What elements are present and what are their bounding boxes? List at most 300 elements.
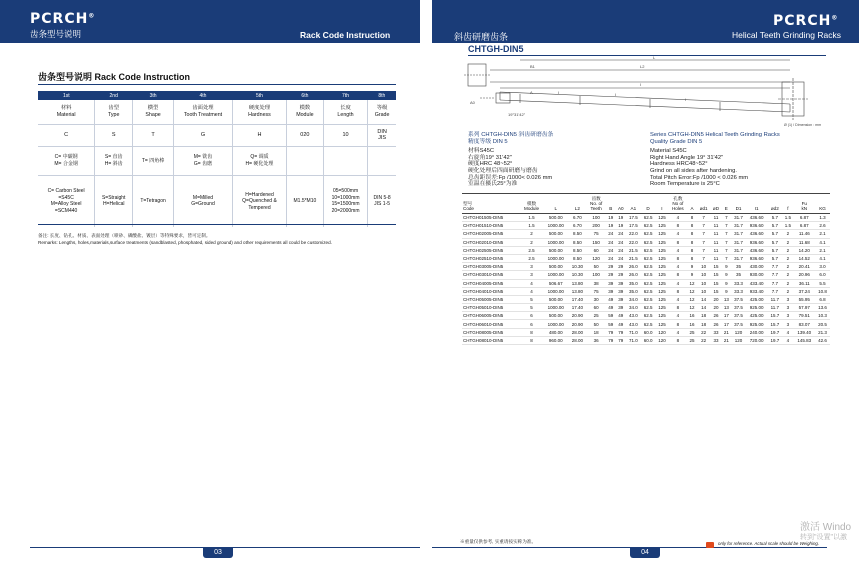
spec-value-cell: 8 [687,238,697,246]
spec-value-cell: 62.5 [641,295,656,303]
rack-code-cell: CHTGH02505-DIN5 [462,246,520,254]
spec-value-cell: 3.0 [815,263,830,271]
spec-value-cell: 24 [606,254,616,262]
spec-value-cell: 2 [782,271,793,279]
spec-value-cell: 10.30 [568,263,586,271]
spec-table-body [462,214,830,345]
spec-value-cell: 17.40 [568,295,586,303]
spec-value-cell: 35.0 [626,287,641,295]
spec-value-cell: 17 [722,320,732,328]
rack-code-cell: CHTGH01505-DIN5 [462,214,520,222]
spec-value-cell: 4 [668,279,687,287]
spec-line: 右旋角19° 31'42" [468,154,512,161]
spec-value-cell: 6.0 [815,271,830,279]
rack-code-cell: CHTGH01510-DIN5 [462,222,520,230]
spec-value-cell: 9 [722,271,732,279]
spec-title-en: Series CHTGH-DIN5 Helical Teeth Grinding Racks [650,132,780,138]
spec-value-cell: 10.3 [815,312,830,320]
spec-value-cell: 71.0 [626,328,641,336]
spec-value-cell: 9 [687,263,697,271]
spec-column-header: 齿数 No. of Teeth [586,194,606,214]
definition-cell: C= Carbon Steel =S45C M=Alloy Steel =SCM440 [38,175,95,227]
spec-value-cell: 60 [586,246,606,254]
spec-value-cell: 4.1 [815,254,830,262]
drawing-dimension-note: Ø (1) / Dimension : mm [784,123,822,127]
spec-value-cell: 2.6 [815,222,830,230]
rack-code-cell: CHTGH08005-DIN5 [462,328,520,336]
remarks-en: Remarks: Lengths, holes,materials,surface treatments (sandblasted, phosphated, sided ground) and other requirements all could be customized. [38,240,332,245]
rack-code-cell: CHTGH03010-DIN5 [462,271,520,279]
spec-value-cell: 1.5 [782,222,793,230]
spec-value-cell: 13.80 [568,279,586,287]
spec-value-cell: 43.0 [626,320,641,328]
code-cell: DIN JIS [368,124,396,146]
spec-value-cell: 10 [697,279,711,287]
spec-value-cell: 75 [586,230,606,238]
spec-value-cell: 49 [616,320,626,328]
chinese-definition-row [38,146,396,175]
spec-value-cell: 139.40 [794,328,816,336]
ime-icon[interactable] [706,542,714,548]
spec-value-cell: 62.5 [641,271,656,279]
drawing-rack-body [500,92,790,104]
spec-value-cell: 7 [697,222,711,230]
rack-code-cell: CHTGH02510-DIN5 [462,254,520,262]
spec-table-row [462,271,830,279]
spec-value-cell: 21.5 [626,246,641,254]
spec-value-cell: 8.50 [568,238,586,246]
spec-value-cell: 933.40 [746,287,768,295]
spec-value-cell: 16 [687,312,697,320]
spec-value-cell: 9 [722,287,732,295]
spec-value-cell: 62.5 [641,287,656,295]
spec-column-header: L [543,194,568,214]
footer-note-en: only for reference. Actual scale should be Weighing. [718,541,820,546]
spec-value-cell: 125 [655,246,668,254]
spec-value-cell: 28.00 [568,328,586,336]
rack-spec-table [462,193,830,345]
spec-value-cell: 11.7 [767,304,782,312]
spec-value-cell: 24 [606,230,616,238]
spec-value-cell: 62.5 [641,254,656,262]
spec-value-cell: 33 [710,336,721,344]
column-head-type: 齿型 Type [95,100,133,124]
spec-value-cell: 2 [782,246,793,254]
page-number-left: 03 [203,548,233,558]
spec-value-cell: 125 [655,230,668,238]
spec-value-cell: 8 [687,246,697,254]
spec-table-row [462,287,830,295]
spec-table-row [462,222,830,230]
spec-value-cell: 24 [606,238,616,246]
spec-value-cell: 5.7 [767,214,782,222]
spec-value-cell: 4 [782,328,793,336]
spec-value-cell: 6.70 [568,214,586,222]
spec-value-cell: 57.97 [794,304,816,312]
step-header: 7th [323,91,367,100]
product-code-title: CHTGH-DIN5 [468,44,524,54]
spec-value-cell: 1.5 [782,214,793,222]
spec-value-cell: 11.68 [794,238,816,246]
spec-value-cell: 5 [520,304,543,312]
spec-value-cell: 500.00 [543,312,568,320]
spec-value-cell: 7 [697,230,711,238]
spec-value-cell: 2.5 [520,246,543,254]
spec-value-cell: 925.00 [746,320,768,328]
spec-value-cell: 21.3 [815,328,830,336]
definition-cell: 05=500mm 10=1000mm 15=1500mm 20=2000mm [323,175,367,227]
spec-value-cell: 31.7 [731,230,746,238]
step-header: 8th [368,91,396,100]
spec-value-cell: 125 [655,222,668,230]
step-header: 2nd [95,91,133,100]
spec-value-cell: 120 [586,254,606,262]
definition-cell: M=Milled G=Ground [173,175,232,227]
spec-value-cell: 8.50 [568,254,586,262]
activation-watermark-title: 激活 Windo [800,522,852,533]
spec-value-cell: 60.0 [641,328,656,336]
step-header: 4th [173,91,232,100]
spec-value-cell: 500.00 [543,295,568,303]
spec-value-cell: 1.5 [520,214,543,222]
rack-code-cell: CHTGH05010-DIN5 [462,304,520,312]
header-title-en: Rack Code Instruction [300,30,391,40]
right-header-bar [432,0,859,43]
spec-value-cell: 39 [616,279,626,287]
spec-grade-en: Quality Grade DIN 5 [650,138,703,145]
spec-column-header: L2 [568,194,586,214]
spec-value-cell: 936.60 [746,222,768,230]
spec-value-cell: 11.7 [767,295,782,303]
spec-value-cell: 19 [616,214,626,222]
spec-table-row [462,238,830,246]
spec-value-cell: 17 [722,312,732,320]
spec-value-cell: 20.41 [794,263,816,271]
spec-column-header: A [687,194,697,214]
spec-value-cell: 31.7 [731,214,746,222]
definition-cell [368,146,396,175]
spec-line: 室温在摄氏25°为准 [468,181,518,188]
spec-value-cell: 17.5 [626,222,641,230]
spec-value-cell: 35.0 [626,279,641,287]
spec-value-cell: 25 [687,336,697,344]
spec-value-cell: 29 [616,271,626,279]
spec-value-cell: 20 [710,295,721,303]
spec-value-cell: 62.5 [641,214,656,222]
spec-value-cell: 150 [586,238,606,246]
spec-table-header-row [462,194,830,214]
spec-value-cell: 10.30 [568,271,586,279]
spec-value-cell: 10 [697,287,711,295]
table-bottom-rule [38,224,396,225]
spec-value-cell: 3 [782,312,793,320]
spec-line: 材料S45C [468,148,495,155]
definition-cell: M1.5*M10 [286,175,323,227]
spec-value-cell: 100 [586,271,606,279]
svg-text:I: I [558,90,560,95]
spec-value-cell: 37.5 [731,304,746,312]
spec-value-cell: 33.3 [731,279,746,287]
spec-value-cell: 2 [782,279,793,287]
spec-value-cell: 10.8 [815,287,830,295]
spec-value-cell: 4.1 [815,238,830,246]
spec-value-cell: 2 [782,254,793,262]
spec-value-cell: 62.5 [641,238,656,246]
spec-value-cell: 62.5 [641,304,656,312]
spec-value-cell: 8 [687,230,697,238]
spec-value-cell: 79 [616,336,626,344]
spec-value-cell: 430.00 [746,263,768,271]
spec-value-cell: 33 [710,328,721,336]
spec-value-cell: 11 [710,254,721,262]
spec-value-cell: 34.0 [626,295,641,303]
spec-column-header: E [722,194,732,214]
code-cell: T [133,124,174,146]
spec-value-cell: 79 [606,336,616,344]
column-head-shape: 横型 Shape [133,100,174,124]
spec-value-cell: 5.7 [767,246,782,254]
spec-value-cell: 7 [722,230,732,238]
spec-column-header: A0 [616,194,626,214]
spec-line: Total Pitch Error:Fp /1000 < 0.026 mm [650,174,749,181]
spec-value-cell: 720.00 [746,336,768,344]
activation-watermark-subtitle: 转到"设置"以激 [800,534,847,541]
drawing-angle-label: 19°31'42" [508,112,526,117]
spec-line: 硬度HRC 48~52° [468,161,513,168]
spec-value-cell: 19.7 [767,328,782,336]
svg-text:I: I [685,97,687,102]
spec-value-cell: 425.00 [746,295,768,303]
spec-value-cell: 26 [710,320,721,328]
spec-value-cell: 125 [655,279,668,287]
spec-value-cell: 5.5 [815,279,830,287]
spec-value-cell: 4 [668,295,687,303]
spec-value-cell: 4 [668,328,687,336]
spec-value-cell: 20 [710,304,721,312]
spec-value-cell: 36.11 [794,279,816,287]
spec-value-cell: 28.00 [568,336,586,344]
spec-value-cell: 2 [782,287,793,295]
rack-code-cell: CHTGH02010-DIN5 [462,238,520,246]
spec-value-cell: 31.7 [731,246,746,254]
spec-table-row [462,336,830,344]
spec-value-cell: 62.5 [641,320,656,328]
spec-value-cell: 15.7 [767,320,782,328]
spec-value-cell: 7 [722,246,732,254]
spec-value-cell: 3 [520,271,543,279]
spec-value-cell: 8 [668,254,687,262]
spec-value-cell: 79.51 [794,312,816,320]
spec-value-cell: 35 [731,263,746,271]
svg-text:B1: B1 [530,64,535,69]
spec-value-cell: 3 [782,304,793,312]
definition-cell: M= 铣齿 G= 齿磨 [173,146,232,175]
spec-value-cell: 31.7 [731,222,746,230]
spec-value-cell: 29 [606,263,616,271]
spec-value-cell: 22 [697,328,711,336]
spec-value-cell: 4 [782,336,793,344]
spec-value-cell: 1000.00 [543,304,568,312]
spec-value-cell: 240.00 [746,328,768,336]
spec-value-cell: 6.87 [794,214,816,222]
spec-value-cell: 11 [710,222,721,230]
spec-value-cell: 13.80 [568,287,586,295]
spec-block-cn [468,132,638,188]
left-header-bar [0,0,420,43]
svg-text:A: A [530,90,533,95]
svg-text:I: I [615,92,617,97]
spec-value-cell: 4 [520,279,543,287]
spec-value-cell: 500.00 [543,214,568,222]
spec-value-cell: 125 [655,320,668,328]
spec-value-cell: 62.5 [641,222,656,230]
spec-line: Room Temperature is 25°C [650,181,720,188]
step-header-row [38,91,396,100]
spec-table-row [462,279,830,287]
spec-value-cell: 60.0 [641,336,656,344]
spec-column-header: I1 [746,194,768,214]
page-number-right: 04 [630,548,660,558]
spec-line: 总齿距误差:Fp /1000< 0.026 mm [468,174,553,181]
spec-value-cell: 506.67 [543,279,568,287]
svg-text:A0: A0 [470,100,475,105]
spec-value-cell: 37.5 [731,295,746,303]
definition-cell: S=Straight H=Helical [95,175,133,227]
spec-value-cell: 25 [687,328,697,336]
spec-value-cell: 24 [616,254,626,262]
code-letter-row [38,124,396,146]
spec-grade-cn: 精度等级 DIN 5 [468,138,508,145]
spec-value-cell: 22.0 [626,238,641,246]
definition-cell: T= 四角棒 [133,146,174,175]
spec-table-row [462,214,830,222]
spec-column-header: ød2 [767,194,782,214]
code-cell: H [233,124,287,146]
spec-value-cell: 6.8 [815,295,830,303]
spec-column-header: KG [815,194,830,214]
spec-value-cell: 8 [668,222,687,230]
spec-value-cell: 2.5 [520,254,543,262]
spec-value-cell: 125 [655,287,668,295]
spec-value-cell: 1.5 [520,222,543,230]
definition-cell: C= 中碳钢 M= 合金钢 [38,146,95,175]
spec-value-cell: 2 [782,230,793,238]
spec-value-cell: 22.0 [626,230,641,238]
spec-value-cell: 8 [668,238,687,246]
english-definition-row [38,175,396,227]
spec-value-cell: 925.00 [746,304,768,312]
spec-value-cell: 125 [655,214,668,222]
rack-technical-drawing [460,56,830,128]
definition-cell [286,146,323,175]
definition-cell: H=Hardened Q=Quenched & Tempered [233,175,287,227]
spec-value-cell: 2 [782,238,793,246]
spec-table-row [462,230,830,238]
spec-value-cell: 79 [606,328,616,336]
step-header: 3th [133,91,174,100]
step-header: 6th [286,91,323,100]
spec-value-cell: 15.7 [767,312,782,320]
spec-value-cell: 7 [722,222,732,230]
spec-value-cell: 1000.00 [543,238,568,246]
brand-logo: PCRCH® [30,11,96,27]
spec-value-cell: 37.24 [794,287,816,295]
spec-value-cell: 18 [697,312,711,320]
brand-logo: PCRCH® [773,13,839,29]
rack-code-cell: CHTGH04010-DIN5 [462,287,520,295]
spec-value-cell: 5.7 [767,230,782,238]
spec-value-cell: 11 [710,214,721,222]
spec-value-cell: 20.90 [568,312,586,320]
spec-value-cell: 2.1 [815,246,830,254]
spec-value-cell: 10 [697,263,711,271]
spec-value-cell: 4 [520,287,543,295]
definition-cell: Q= 调质 H= 硬化处理 [233,146,287,175]
spec-value-cell: 15 [710,263,721,271]
spec-value-cell: 9 [722,279,732,287]
spec-value-cell: 9 [687,271,697,279]
spec-value-cell: 62.5 [641,312,656,320]
spec-value-cell: 5 [520,295,543,303]
spec-line: Grind on all sides after hardening. [650,167,738,174]
spec-table-row [462,295,830,303]
spec-value-cell: 3 [782,295,793,303]
spec-value-cell: 15 [710,279,721,287]
spec-value-cell: 49 [606,295,616,303]
spec-value-cell: 6 [520,320,543,328]
spec-value-cell: 7 [697,254,711,262]
spec-value-cell: 62.5 [641,279,656,287]
spec-value-cell: 8 [520,336,543,344]
spec-value-cell: 1000.00 [543,287,568,295]
spec-value-cell: 34.0 [626,304,641,312]
spec-value-cell: 6.70 [568,222,586,230]
spec-value-cell: 17.40 [568,304,586,312]
code-cell: 020 [286,124,323,146]
spec-value-cell: 2 [520,238,543,246]
spec-value-cell: 19 [616,222,626,230]
spec-value-cell: 14.52 [794,254,816,262]
spec-value-cell: 7.7 [767,287,782,295]
spec-value-cell: 29 [616,263,626,271]
spec-value-cell: 125 [655,312,668,320]
spec-value-cell: 7 [722,254,732,262]
spec-column-header: A1 [626,194,641,214]
spec-value-cell: 29 [606,271,616,279]
spec-column-header: f [782,194,793,214]
spec-title-cn: 系列 CHTGH-DIN5 斜齿研磨齿条 [468,132,554,138]
spec-value-cell: 39 [606,287,616,295]
rack-code-cell: CHTGH05005-DIN5 [462,295,520,303]
spec-line: Right Hand Angle 19° 31'42" [650,154,724,161]
spec-column-header: ød1 [697,194,711,214]
spec-value-cell: 7.7 [767,271,782,279]
spec-value-cell: 480.00 [543,328,568,336]
spec-value-cell: 436.60 [746,214,768,222]
svg-text:I: I [640,82,642,87]
spec-column-header: I [655,194,668,214]
spec-column-header: 孔数 No of Holes [668,194,687,214]
spec-value-cell: 425.00 [746,312,768,320]
spec-table-row [462,312,830,320]
spec-value-cell: 13.6 [815,304,830,312]
spec-value-cell: 12 [687,279,697,287]
spec-value-cell: 18 [586,328,606,336]
spec-value-cell: 8 [668,336,687,344]
spec-value-cell: 12 [687,295,697,303]
spec-value-cell: 14 [697,295,711,303]
spec-value-cell: 33.3 [731,287,746,295]
